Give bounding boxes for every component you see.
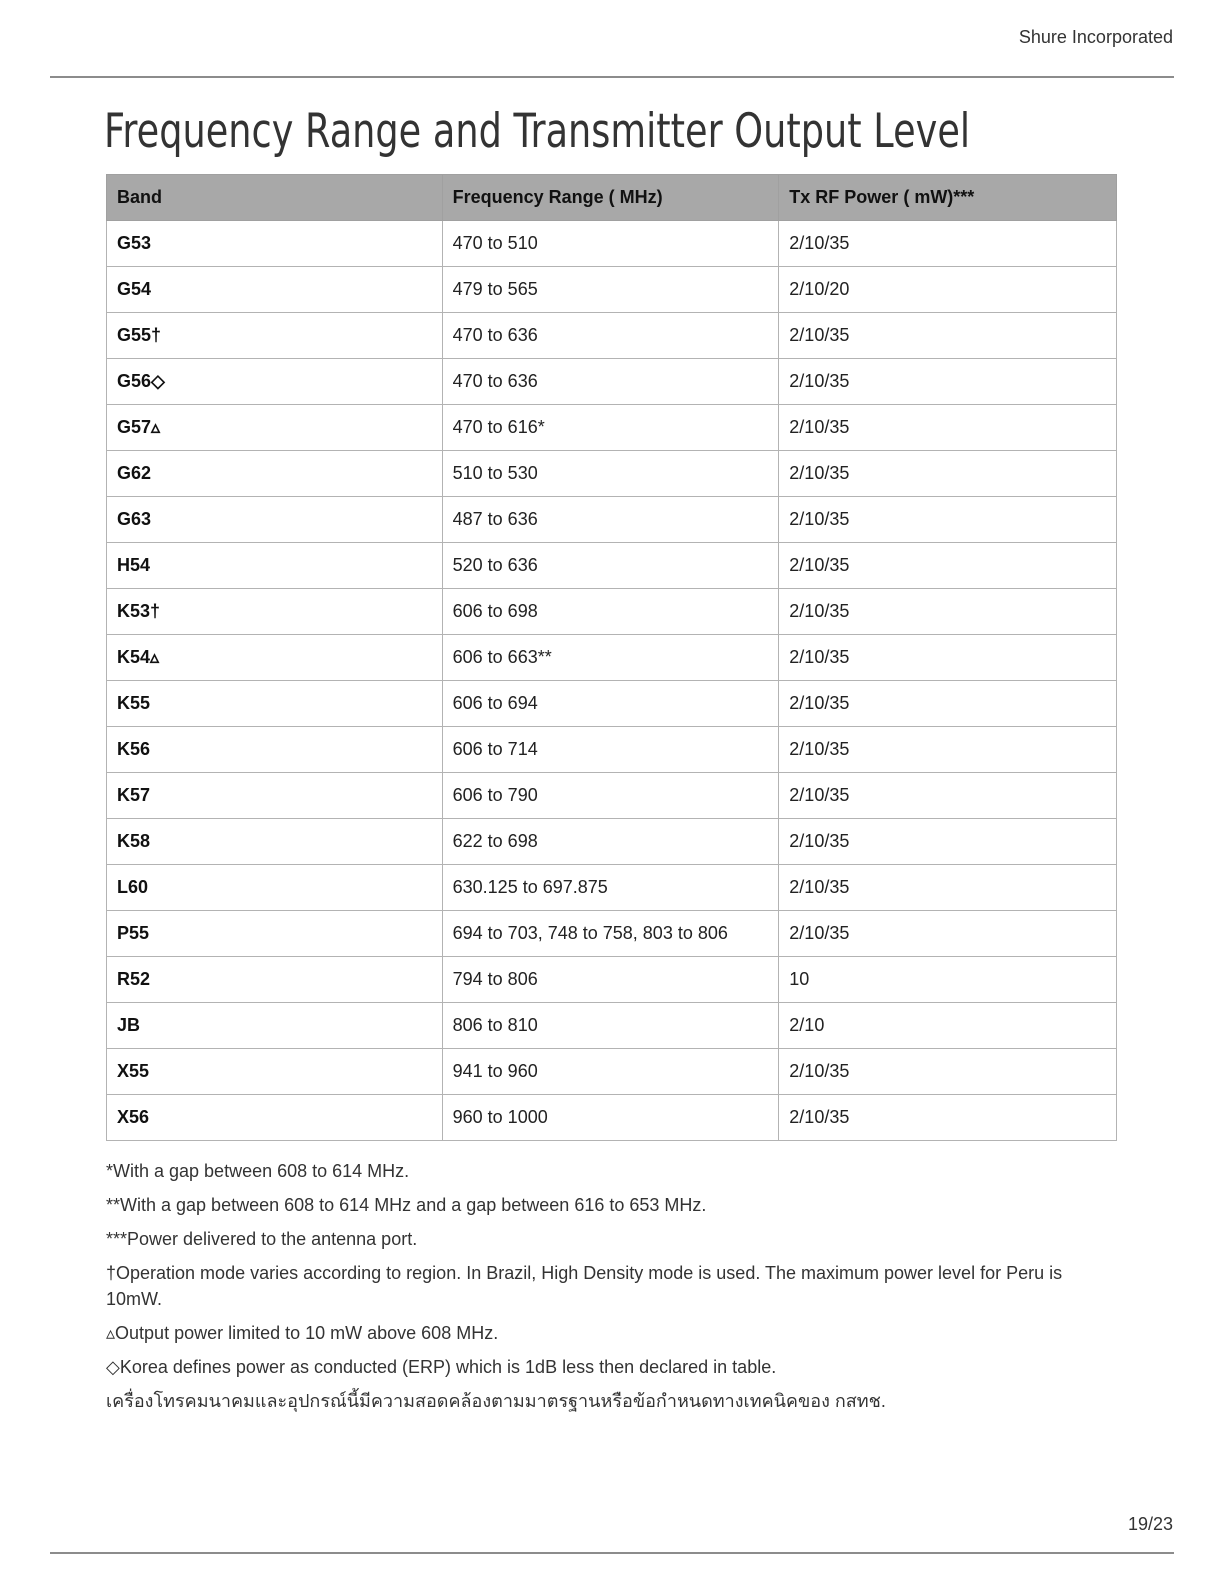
- footnote-diamond: ◇Korea defines power as conducted (ERP) which is 1dB less then declared in table.: [106, 1357, 777, 1377]
- band-cell: X55: [107, 1049, 443, 1095]
- power-cell: 2/10/35: [779, 589, 1117, 635]
- power-cell: 2/10/35: [779, 221, 1117, 267]
- band-cell: G57▵: [107, 405, 443, 451]
- footnote-triangle: ▵Output power limited to 10 mW above 608 MHz.: [106, 1323, 499, 1343]
- band-cell: X56: [107, 1095, 443, 1141]
- frequency-cell: 520 to 636: [442, 543, 779, 589]
- power-cell: 2/10/35: [779, 911, 1117, 957]
- frequency-cell: 470 to 616*: [442, 405, 779, 451]
- power-cell: 2/10/35: [779, 1049, 1117, 1095]
- footer-divider: [50, 1552, 1174, 1554]
- power-cell: 2/10/35: [779, 405, 1117, 451]
- frequency-cell: 622 to 698: [442, 819, 779, 865]
- frequency-cell: 470 to 636: [442, 359, 779, 405]
- table-row: [107, 543, 1117, 589]
- footnote-triple-asterisk: ***Power delivered to the antenna port.: [106, 1229, 418, 1249]
- band-cell: K54▵: [107, 635, 443, 681]
- band-cell: K56: [107, 727, 443, 773]
- frequency-cell: 794 to 806: [442, 957, 779, 1003]
- table-row: [107, 865, 1117, 911]
- table-header-row: [107, 175, 1117, 221]
- table-row: [107, 221, 1117, 267]
- table-row: [107, 819, 1117, 865]
- power-cell: 2/10/35: [779, 727, 1117, 773]
- band-cell: K57: [107, 773, 443, 819]
- table-row: [107, 267, 1117, 313]
- table-row: [107, 313, 1117, 359]
- table-row: [107, 727, 1117, 773]
- column-header-frequency-range: Frequency Range ( MHz): [442, 175, 779, 221]
- frequency-cell: 960 to 1000: [442, 1095, 779, 1141]
- power-cell: 10: [779, 957, 1117, 1003]
- frequency-table: [106, 174, 1117, 1141]
- frequency-cell: 606 to 790: [442, 773, 779, 819]
- power-cell: 2/10/35: [779, 681, 1117, 727]
- header-company-name: Shure Incorporated: [1018, 27, 1173, 47]
- band-cell: G53: [107, 221, 443, 267]
- table-row: [107, 1095, 1117, 1141]
- column-header-tx-rf-power: Tx RF Power ( mW)***: [779, 175, 1117, 221]
- power-cell: 2/10/35: [779, 865, 1117, 911]
- footnote-single-asterisk: *With a gap between 608 to 614 MHz.: [106, 1161, 410, 1181]
- power-cell: 2/10/35: [779, 819, 1117, 865]
- band-cell: G62: [107, 451, 443, 497]
- table-row: [107, 1049, 1117, 1095]
- frequency-cell: 510 to 530: [442, 451, 779, 497]
- power-cell: 2/10/35: [779, 359, 1117, 405]
- band-cell: G54: [107, 267, 443, 313]
- table-row: [107, 359, 1117, 405]
- band-cell: P55: [107, 911, 443, 957]
- frequency-cell: 479 to 565: [442, 267, 779, 313]
- table-row: [107, 635, 1117, 681]
- footnote-dagger: †Operation mode varies according to region. In Brazil, High Density mode is used. The maximum power level for Peru is 10mW.: [106, 1263, 1063, 1309]
- footnote-double-asterisk: **With a gap between 608 to 614 MHz and a gap between 616 to 653 MHz.: [106, 1195, 707, 1215]
- table-row: [107, 497, 1117, 543]
- band-cell: R52: [107, 957, 443, 1003]
- table-row: [107, 681, 1117, 727]
- frequency-cell: 606 to 698: [442, 589, 779, 635]
- power-cell: 2/10/35: [779, 635, 1117, 681]
- frequency-cell: 630.125 to 697.875: [442, 865, 779, 911]
- band-cell: H54: [107, 543, 443, 589]
- frequency-cell: 487 to 636: [442, 497, 779, 543]
- frequency-cell: 470 to 636: [442, 313, 779, 359]
- band-cell: G56◇: [107, 359, 443, 405]
- band-cell: G55†: [107, 313, 443, 359]
- header-divider: [50, 76, 1174, 78]
- table-row: [107, 773, 1117, 819]
- table-row: [107, 1003, 1117, 1049]
- band-cell: JB: [107, 1003, 443, 1049]
- frequency-cell: 470 to 510: [442, 221, 779, 267]
- power-cell: 2/10/20: [779, 267, 1117, 313]
- band-cell: G63: [107, 497, 443, 543]
- table-row: [107, 589, 1117, 635]
- power-cell: 2/10/35: [779, 773, 1117, 819]
- power-cell: 2/10/35: [779, 543, 1117, 589]
- power-cell: 2/10/35: [779, 1095, 1117, 1141]
- table-row: [107, 451, 1117, 497]
- page-number: 19/23: [1127, 1514, 1173, 1534]
- band-cell: K58: [107, 819, 443, 865]
- page-title: Frequency Range and Transmitter Output Level: [104, 104, 971, 159]
- power-cell: 2/10: [779, 1003, 1117, 1049]
- band-cell: L60: [107, 865, 443, 911]
- frequency-cell: 606 to 663**: [442, 635, 779, 681]
- frequency-cell: 806 to 810: [442, 1003, 779, 1049]
- column-header-band: Band: [107, 175, 443, 221]
- power-cell: 2/10/35: [779, 313, 1117, 359]
- table-row: [107, 957, 1117, 1003]
- power-cell: 2/10/35: [779, 451, 1117, 497]
- footnote-thai-compliance: เครื่องโทรคมนาคมและอุปกรณ์นี้มีความสอดคล้องตามมาตรฐานหรือข้อกำหนดทางเทคนิคของ กสทช.: [106, 1391, 886, 1411]
- band-cell: K55: [107, 681, 443, 727]
- table-row: [107, 911, 1117, 957]
- frequency-cell: 606 to 714: [442, 727, 779, 773]
- table-row: [107, 405, 1117, 451]
- frequency-cell: 941 to 960: [442, 1049, 779, 1095]
- frequency-cell: 694 to 703, 748 to 758, 803 to 806: [442, 911, 779, 957]
- frequency-cell: 606 to 694: [442, 681, 779, 727]
- band-cell: K53†: [107, 589, 443, 635]
- footnotes: [106, 1158, 1086, 1422]
- power-cell: 2/10/35: [779, 497, 1117, 543]
